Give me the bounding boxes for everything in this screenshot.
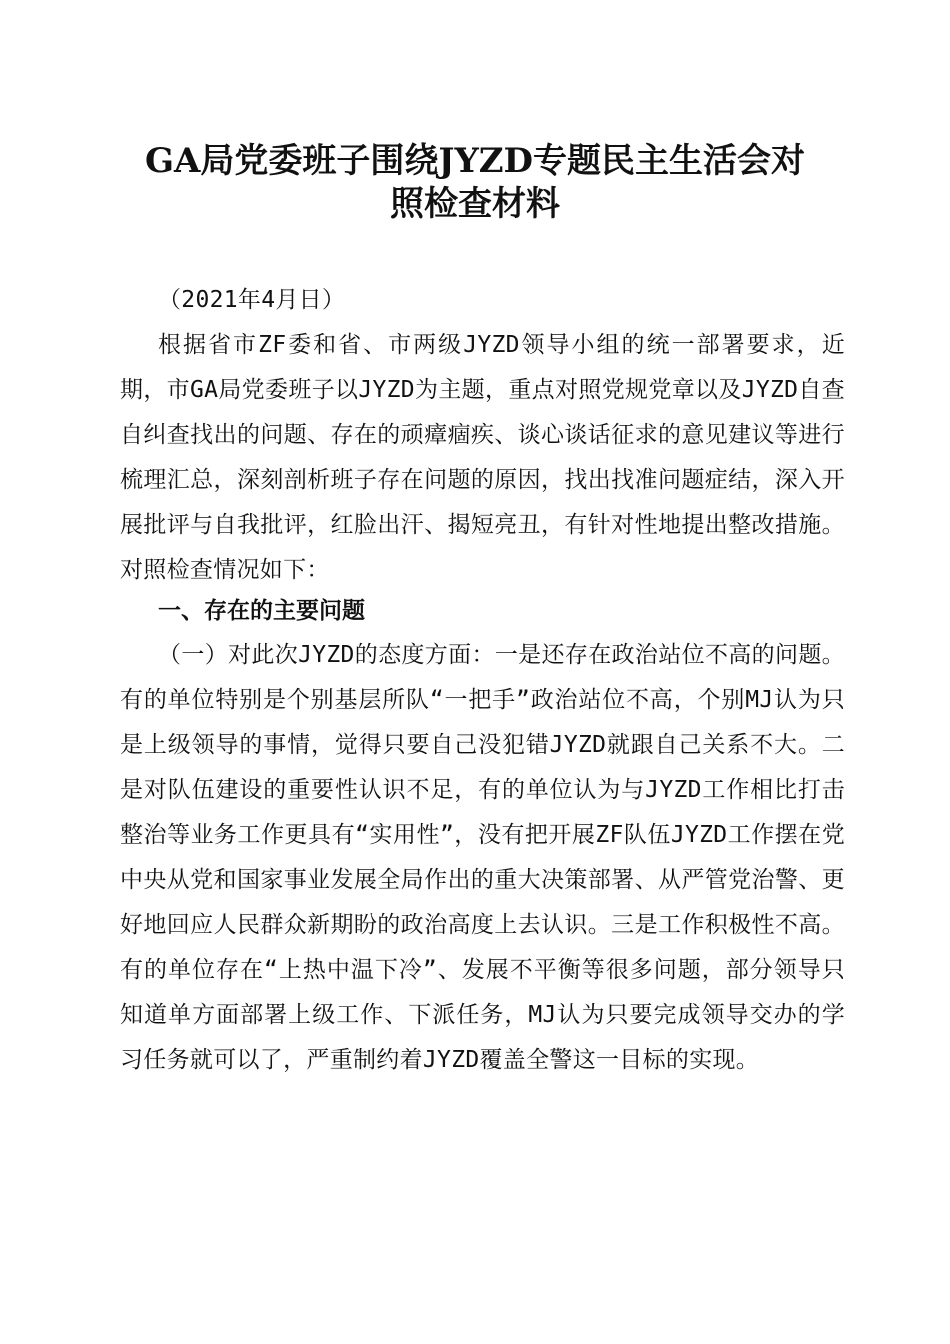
section-1-paragraph: （一）对此次JYZD的态度方面：一是还存在政治站位不高的问题。有的单位特别是个别基层所队“一把手”政治站位不高，个别MJ认为只是上级领导的事情，觉得只要自己没犯错JYZD就跟自己关系不大。二是对队伍建设的重要性认识不足，有的单位认为与JYZD工作相比打击整治等业务工作更具有“实用性”，没有把开展ZF队伍JYZD工作摆在党中央从党和国家事业发展全局作出的重大决策部署、从严管党治警、更好地回应人民群众新期盼的政治高度上去认识。三是工作积极性不高。有的单位存在“上热中温下冷”、发展不平衡等很多问题，部分领导只知道单方面部署上级工作、下派任务，MJ认为只要完成领导交办的学习任务就可以了，严重制约着JYZD覆盖全警这一目标的实现。 [120,642,845,1073]
document-date: （2021年4月日） [158,287,346,313]
document-title-line-2: 照检查材料 [390,184,560,224]
document-title-line-1: GA局党委班子围绕JYZD专题民主生活会对 [144,141,806,181]
section-heading: 一、存在的主要问题 [158,598,365,624]
intro-paragraph: 根据省市ZF委和省、市两级JYZD领导小组的统一部署要求，近期，市GA局党委班子以JYZD为主题，重点对照党规党章以及JYZD自查自纠查找出的问题、存在的顽瘴痼疾、谈心谈话征求的意见建议等进行梳理汇总，深刻剖析班子存在问题的原因，找出找准问题症结，深入开展批评与自我批评，红脸出汗、揭短亮丑，有针对性地提出整改措施。对照检查情况如下： [120,332,845,583]
